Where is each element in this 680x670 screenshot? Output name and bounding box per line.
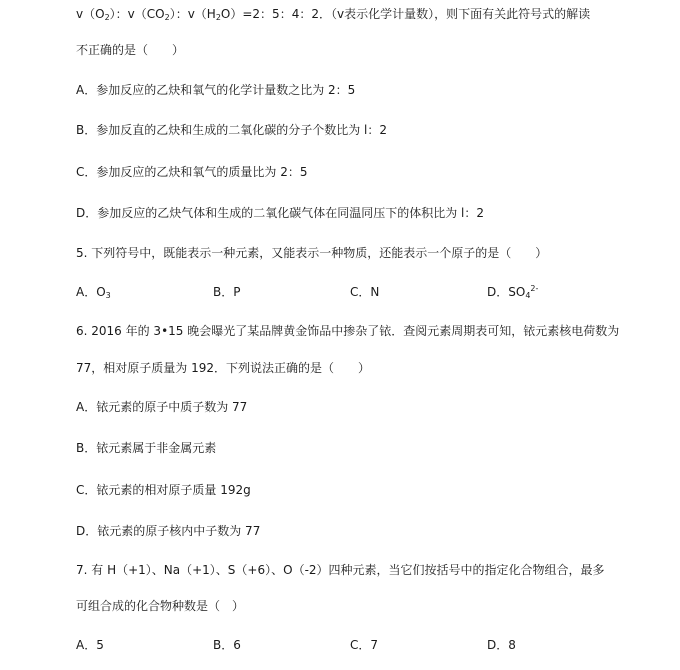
q6-option-b: B．铱元素属于非金属元素 bbox=[76, 441, 217, 455]
q4-stem-line2: 不正确的是（ ） bbox=[76, 43, 185, 57]
q7-stem-line1: 7. 有 H（+1）、Na（+1）、S（+6）、O（-2）四种元素，当它们按括号中的指定化合物组合，最多 bbox=[76, 563, 605, 577]
q7-option-a: A．5 bbox=[76, 638, 104, 652]
q5-option-c: C．N bbox=[350, 285, 380, 299]
q4-option-c: C．参加反应的乙炔和氧气的质量比为 2：5 bbox=[76, 165, 308, 179]
q7-option-d: D．8 bbox=[487, 638, 516, 652]
q6-option-d: D．铱元素的原子核内中子数为 77 bbox=[76, 524, 261, 538]
q7-option-c: C．7 bbox=[350, 638, 379, 652]
q7-option-b: B．6 bbox=[213, 638, 241, 652]
q4-option-a: A．参加反应的乙炔和氧气的化学计量数之比为 2：5 bbox=[76, 83, 356, 97]
q6-option-c: C．铱元素的相对原子质量 192g bbox=[76, 483, 251, 497]
q6-option-a: A．铱元素的原子中质子数为 77 bbox=[76, 400, 248, 414]
q5-stem: 5. 下列符号中，既能表示一种元素，又能表示一种物质，还能表示一个原子的是（ ） bbox=[76, 246, 548, 260]
q7-stem-line2: 可组合成的化合物种数是（ ） bbox=[76, 599, 245, 613]
q4-option-b: B．参加反直的乙炔和生成的二氧化碳的分子个数比为 l：2 bbox=[76, 123, 388, 137]
q6-stem-line2: 77，相对原子质量为 192．下列说法正确的是（ ） bbox=[76, 361, 370, 375]
q4-option-d: D．参加反应的乙炔气体和生成的二氧化碳气体在同温同压下的体积比为 l：2 bbox=[76, 206, 485, 220]
q5-option-b: B．P bbox=[213, 285, 241, 299]
q5-option-a: A．$O_3$ bbox=[76, 285, 111, 300]
q5-option-d: D．$SO_4^{2-}$ bbox=[487, 284, 539, 300]
q4-stem-line1: $v(O_2)$：$v(CO_2)$：$v(H_2O)=2$：5：4：2．（v表示化学计量数），则下面有关此符号式的解读 bbox=[76, 7, 591, 22]
q6-stem-line1: 6. 2016 年的 3•15 晚会曝光了某品牌黄金饰品中掺杂了铱．查阅元素周期表可知，铱元素核电荷数为 bbox=[76, 324, 620, 338]
